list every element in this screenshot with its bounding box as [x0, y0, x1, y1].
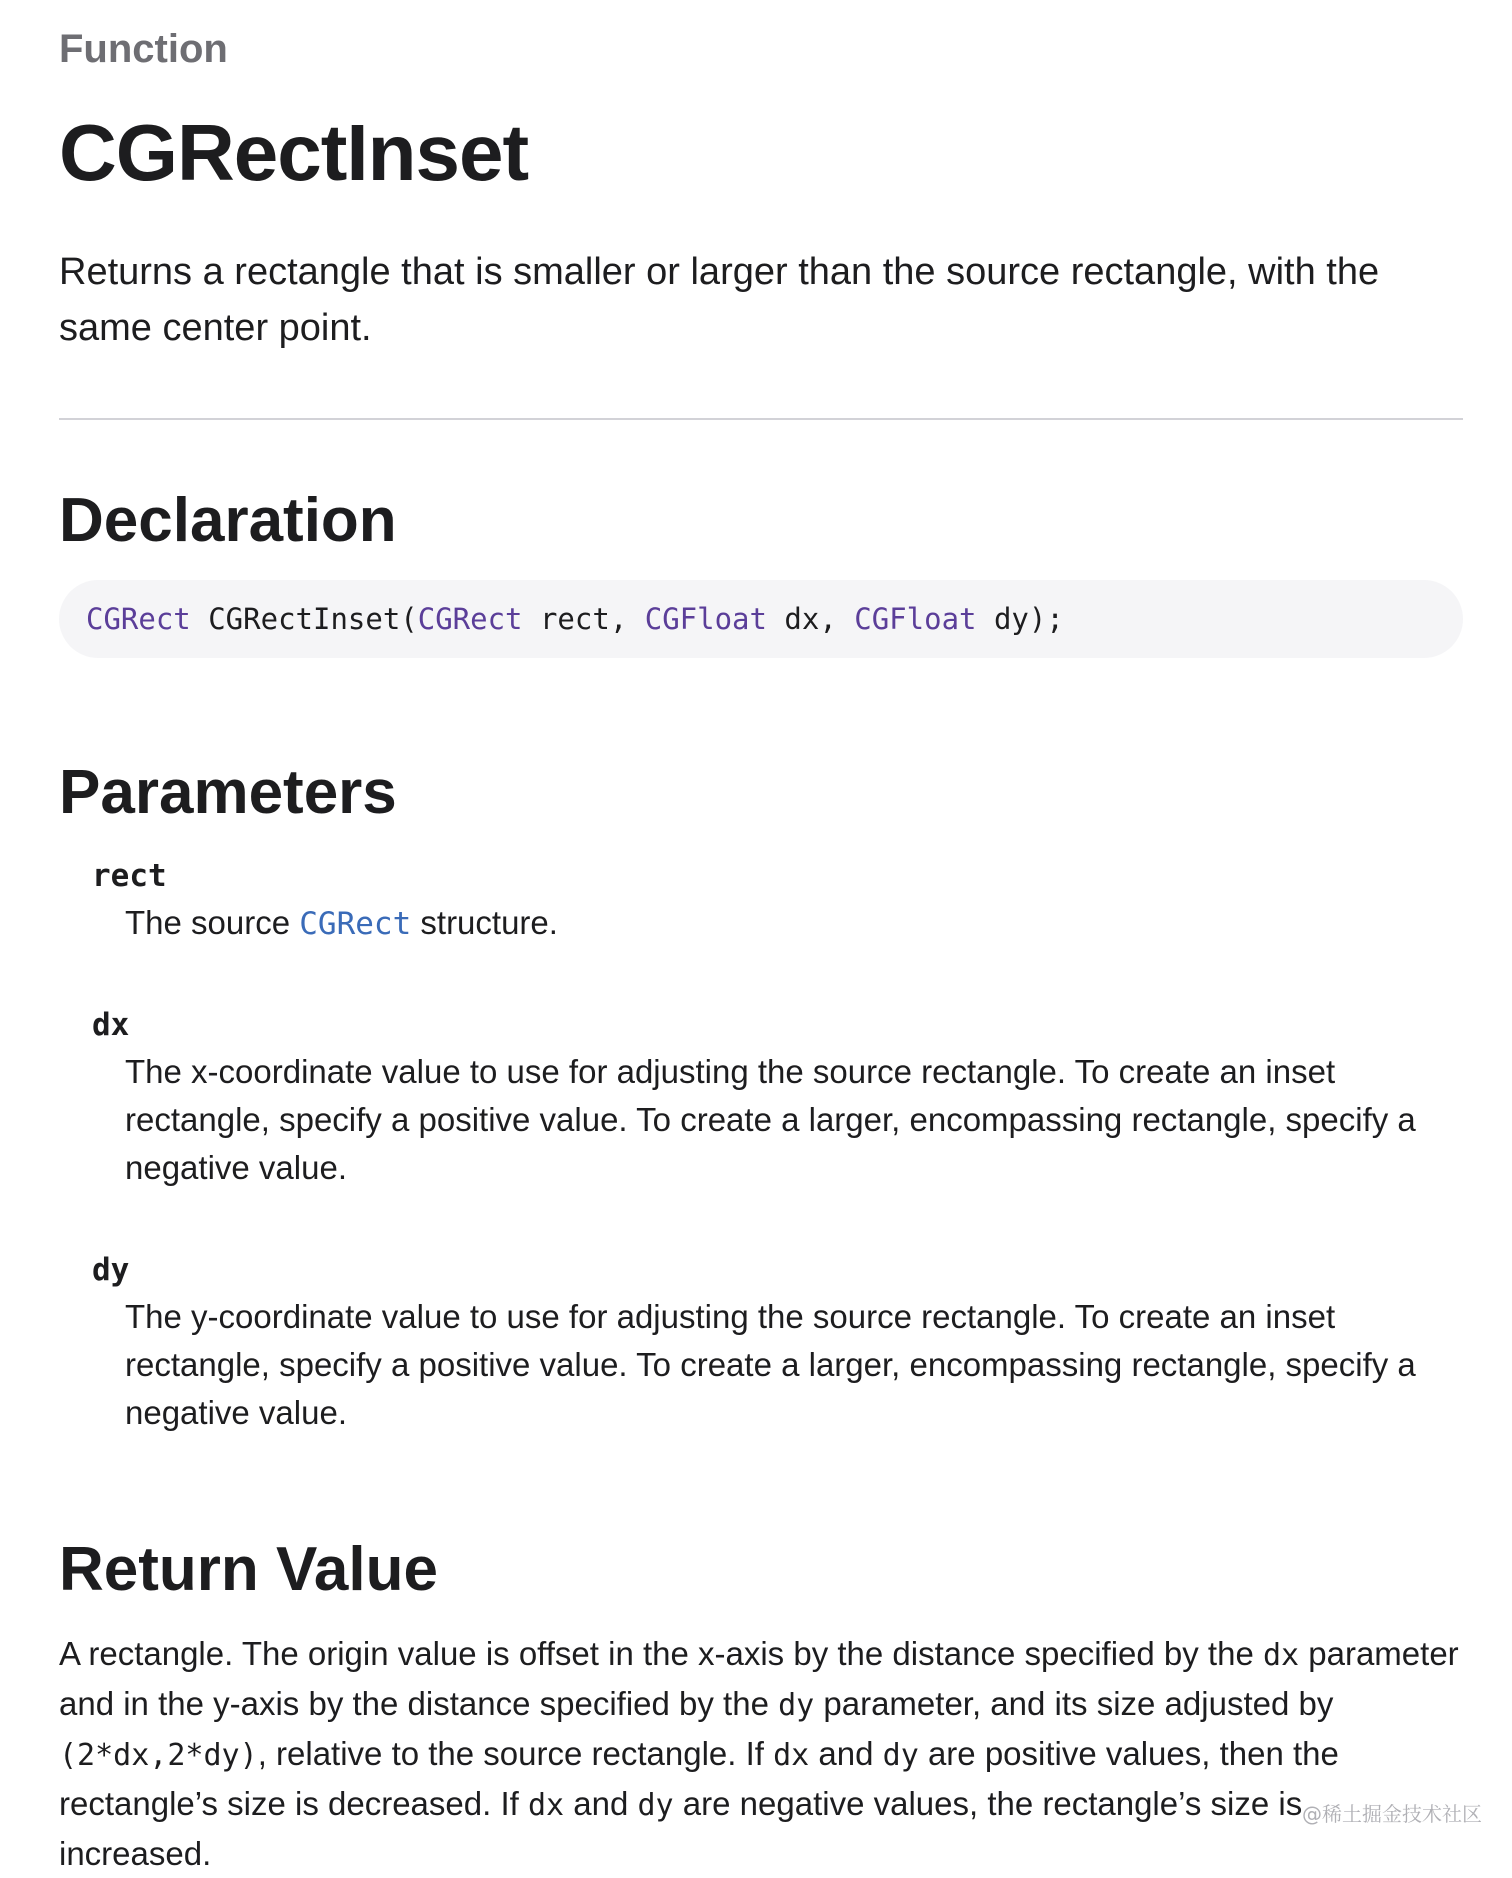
cgrect-link[interactable]: CGRect	[299, 906, 412, 942]
inline-code: dx	[527, 1788, 565, 1823]
param-name-rect: rect	[92, 858, 167, 894]
return-text-part: are negative values, the rectangle’s size is increased.	[59, 1785, 1303, 1872]
inline-code: (2*dx,2*dy)	[59, 1738, 258, 1773]
inline-code: dy	[778, 1688, 815, 1723]
page-title: CGRectInset	[59, 108, 529, 197]
return-text-part: parameter and in the y-axis by the distance specified by the	[59, 1635, 1459, 1722]
param-desc-dy: The y-coordinate value to use for adjusting the source rectangle. To create an inset rectangle, specify a positive value. To create a larger, encompassing rectangle, specify a negative value.	[125, 1298, 1416, 1431]
param-name-dy: dy	[92, 1252, 130, 1288]
code-token-param-type: CGFloat	[644, 602, 767, 636]
code-token-function: CGRectInset(	[190, 602, 418, 636]
code-token-param: rect,	[522, 602, 645, 636]
inline-code: dy	[637, 1788, 674, 1823]
inline-code: dy	[882, 1738, 919, 1773]
code-token-param-type: CGFloat	[854, 602, 977, 636]
symbol-kind-label: Function	[59, 27, 228, 71]
return-value-heading: Return Value	[59, 1535, 438, 1604]
return-text-part: A rectangle. The origin value is offset in the x-axis by the distance specified by the	[59, 1635, 1263, 1672]
return-text-part: , relative to the source rectangle. If	[257, 1735, 774, 1772]
parameters-heading: Parameters	[59, 758, 397, 827]
inline-code: dx	[1262, 1638, 1300, 1673]
code-token-return-type: CGRect	[86, 602, 191, 636]
code-token-param: dx,	[766, 602, 855, 636]
abstract-text: Returns a rectangle that is smaller or larger than the source rectangle, with the same center point.	[59, 251, 1380, 349]
return-text-part: and	[809, 1735, 883, 1772]
return-text-part: and	[564, 1785, 638, 1822]
watermark: @稀土掘金技术社区	[1302, 1802, 1482, 1826]
param-name-dx: dx	[92, 1007, 130, 1043]
param-desc-text: The source	[125, 904, 300, 941]
param-desc-rect	[125, 899, 1463, 948]
return-text-part: are positive values, then the rectangle’s size is decreased. If	[59, 1735, 1339, 1822]
code-token-param: dy);	[976, 602, 1064, 636]
param-desc-text: structure.	[411, 904, 558, 941]
code-token-param-type: CGRect	[417, 602, 523, 636]
declaration-code-block	[59, 580, 1463, 658]
param-desc-dx: The x-coordinate value to use for adjusting the source rectangle. To create an inset rectangle, specify a positive value. To create a larger, encompassing rectangle, specify a negative value.	[125, 1053, 1416, 1186]
inline-code: dx	[773, 1738, 810, 1773]
section-divider	[59, 418, 1463, 420]
declaration-heading: Declaration	[59, 486, 397, 555]
return-text-part: parameter, and its size adjusted by	[814, 1685, 1334, 1722]
